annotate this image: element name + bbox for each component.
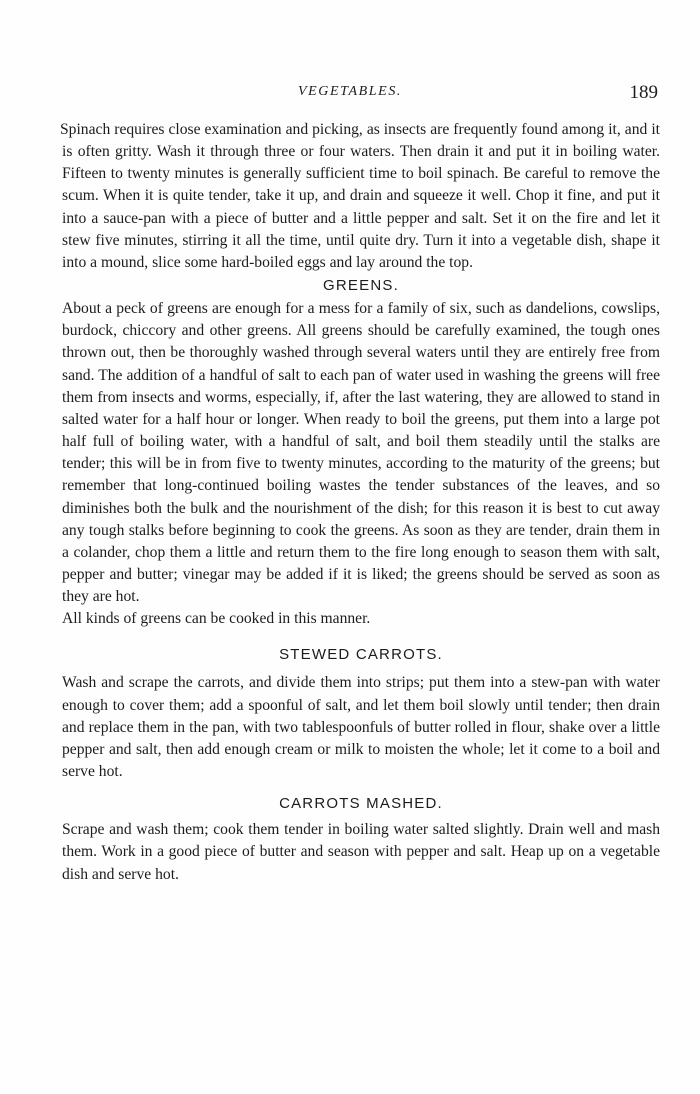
- spinach-paragraph: Spinach requires close examination and picking, as insects are frequently found among it, and it is often gritty. Wash it through three or four waters. Then drain it and put it in boiling water. Fifteen to twenty minutes is generally sufficient time to boil spinach. Be careful to remove the scum. When it is quite tender, take it up, and drain and squeeze it well. Chop it fine, and put it into a sauce-pan with a piece of butter and a little pepper and salt. Set it on the fire and let it stew five minutes, stirring it all the time, until quite dry. Turn it into a vegetable dish, shape it into a mound, slice some hard-boiled eggs and lay around the top.: [60, 121, 660, 271]
- stewed-carrots-paragraph: Wash and scrape the carrots, and divide them into strips; put them into a stew-pan with water enough to cover them; add a spoonful of salt, and let them boil slowly until tender; then drain and replace them in the pan, with two tablespoonfuls of butter rolled in flour, shake over a little pepper and salt, then add enough cream or milk to moisten the whole; let it come to a boil and serve hot.: [62, 674, 660, 781]
- section-heading-greens: GREENS.: [323, 277, 399, 295]
- page-number: 189: [629, 82, 658, 103]
- body-text: [62, 119, 660, 886]
- running-head: [0, 84, 700, 106]
- greens-note-paragraph: All kinds of greens can be cooked in this manner.: [62, 610, 371, 628]
- greens-paragraph: About a peck of greens are enough for a mess for a family of six, such as dandelions, cowslips, burdock, chiccory and other greens. All greens should be carefully examined, the tough ones thrown out, then be thoroughly washed through several waters until they are entirely free from sand. The addition of a handful of salt to each pan of water used in washing the greens will free them from insects and worms, especially, if, after the last watering, they are allowed to stand in salted water for a half hour or longer. When ready to boil the greens, put them into a large pot half full of boiling water, with a handful of salt, and boil them steadily until the stalks are tender; this will be in from five to twenty minutes, according to the maturity of the greens; but remember that long-continued boiling wastes the tender substances of the leaves, and so diminishes both the bulk and the nourishment of the dish; for this reason it is best to cut away any tough stalks before beginning to cook the greens. As soon as they are tender, drain them in a colander, chop them a little and return them to the fire long enough to season them with salt, pepper and butter; vinegar may be added if it is liked; the greens should be served as soon as they are hot.: [62, 300, 660, 606]
- section-heading-carrots-mashed: CARROTS MASHED.: [279, 795, 443, 813]
- running-title: VEGETABLES.: [297, 84, 403, 99]
- carrots-mashed-paragraph: Scrape and wash them; cook them tender in boiling water salted slightly. Drain well and mash them. Work in a good piece of butter and season with pepper and salt. Heap up on a vegetable dish and serve hot.: [62, 821, 660, 883]
- section-heading-stewed-carrots: STEWED CARROTS.: [279, 646, 443, 664]
